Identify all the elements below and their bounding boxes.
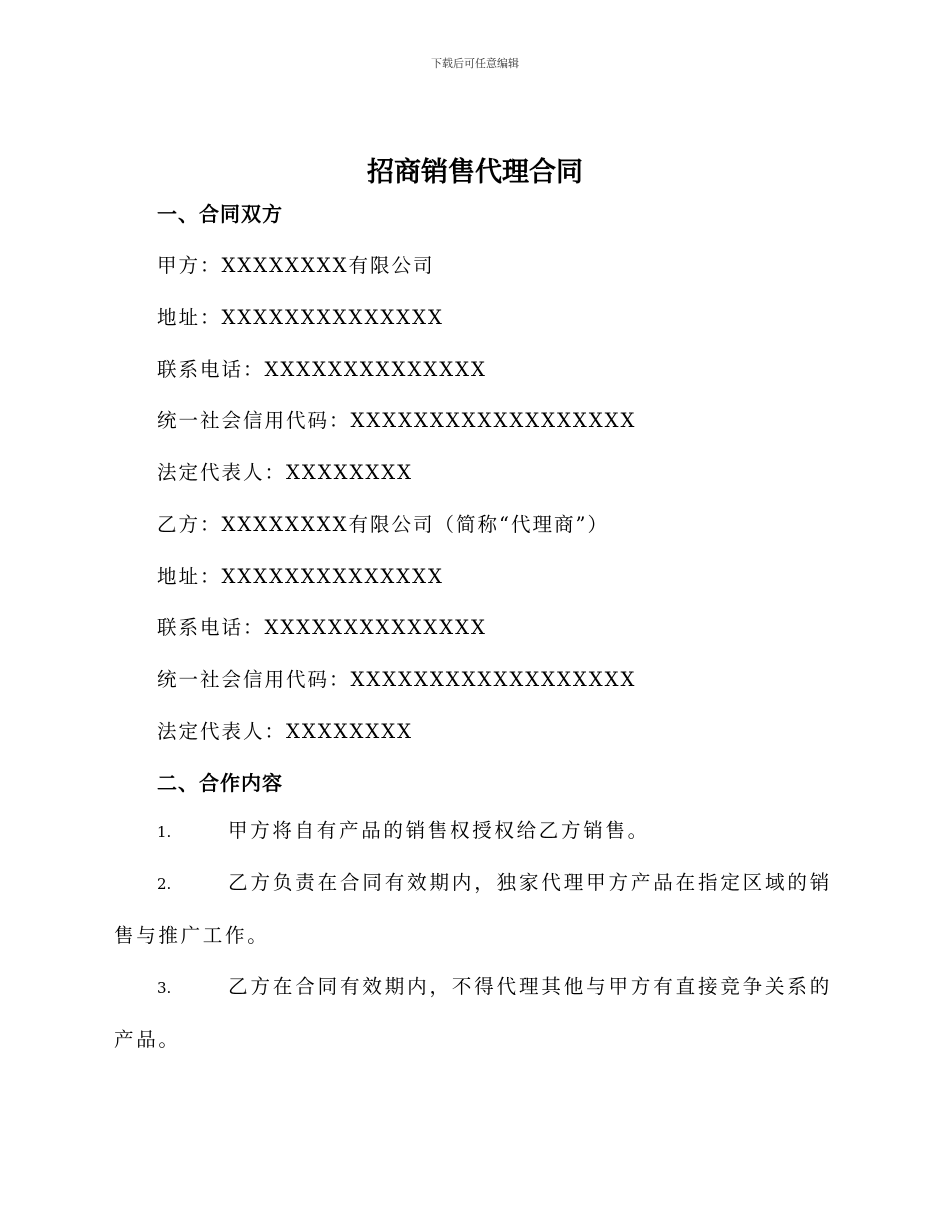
party-a-address: 地址：XXXXXXXXXXXXXX <box>157 306 444 329</box>
clause-number: 3. <box>157 979 172 997</box>
clause-number: 1. <box>157 823 172 841</box>
party-b-phone: 联系电话：XXXXXXXXXXXXXX <box>157 616 487 639</box>
section-heading-parties: 一、合同双方 <box>157 202 283 226</box>
clause-2 <box>114 857 832 962</box>
clause-text: 乙方负责在合同有效期内，独家代理甲方产品在指定区域的销售与推广工作。 <box>114 871 832 947</box>
party-a-phone: 联系电话：XXXXXXXXXXXXXX <box>157 358 487 381</box>
clause-text: 乙方在合同有效期内，不得代理其他与甲方有直接竞争关系的产品。 <box>114 975 832 1051</box>
party-a-name: 甲方：XXXXXXXX有限公司 <box>157 254 435 277</box>
section-heading-cooperation: 二、合作内容 <box>157 771 283 795</box>
page-header-note: 下载后可任意编辑 <box>431 57 519 70</box>
clause-3 <box>114 961 832 1066</box>
party-b-legal-rep: 法定代表人：XXXXXXXX <box>157 720 414 743</box>
clause-number: 2. <box>157 875 172 893</box>
party-b-name: 乙方：XXXXXXXX有限公司（简称“代理商”） <box>157 513 609 536</box>
party-b-address: 地址：XXXXXXXXXXXXXX <box>157 565 444 588</box>
party-a-legal-rep: 法定代表人：XXXXXXXX <box>157 461 414 484</box>
party-b-credit-code: 统一社会信用代码：XXXXXXXXXXXXXXXXXX <box>157 668 637 691</box>
party-a-credit-code: 统一社会信用代码：XXXXXXXXXXXXXXXXXX <box>157 409 637 432</box>
clause-text: 甲方将自有产品的销售权授权给乙方销售。 <box>228 819 650 842</box>
document-title: 招商销售代理合同 <box>367 157 583 188</box>
clause-1 <box>114 805 832 858</box>
